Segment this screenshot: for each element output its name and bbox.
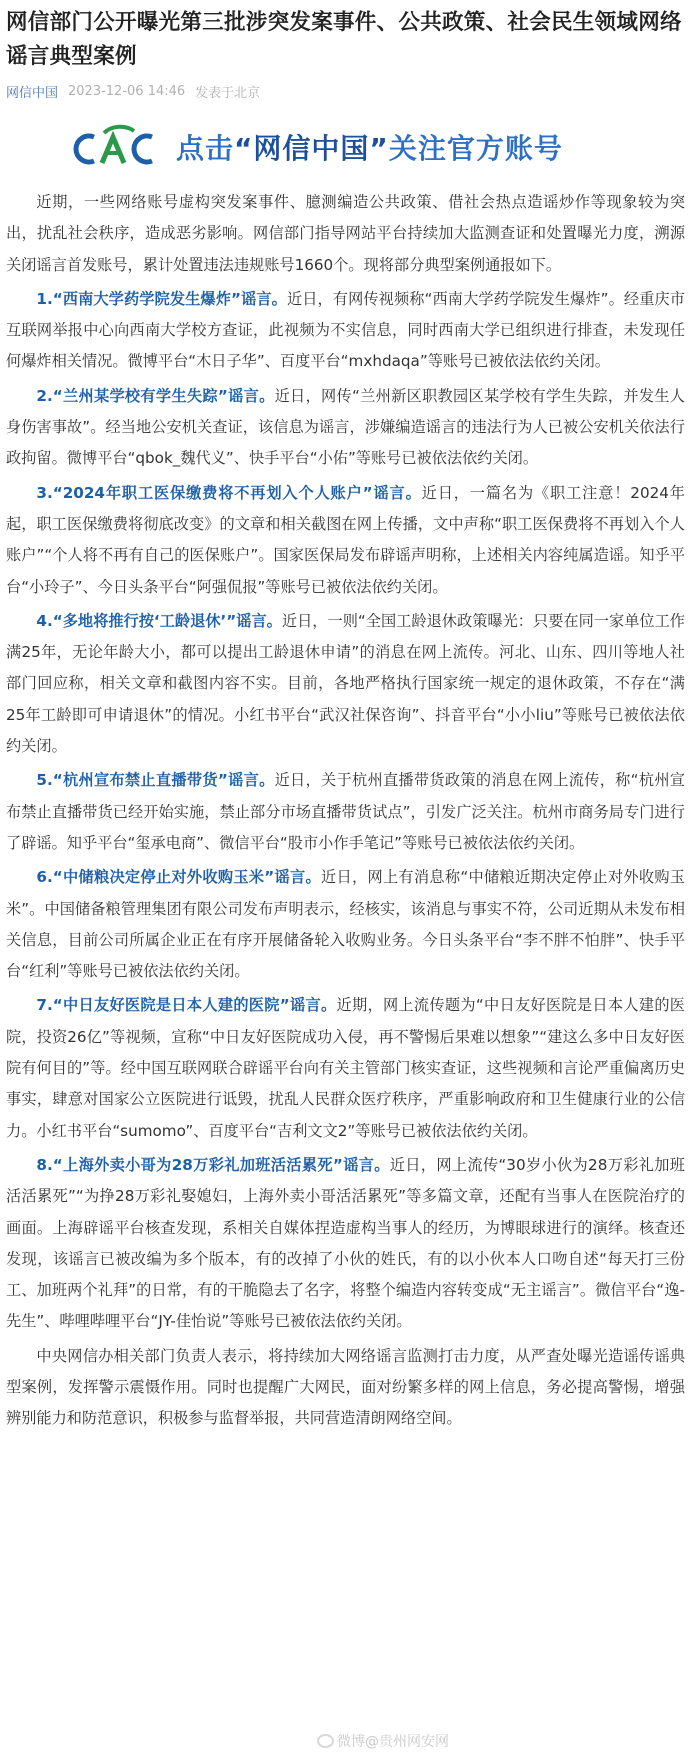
- paragraph-text: 近日，网上有消息称“中储粮近期决定停止对外收购玉米”。中国储备粮管理集团有限公司发布声明表示，经核实，该消息与事实不符，公司近期从未发布相关信息，目前公司所属企业正在有序开展储备轮入收购业务。今日头条平台“李不胖不怕胖”、快手平台“红利”等账号已被依法依约关闭。: [6, 868, 685, 981]
- watermark-text: 微博@贵州网安网: [337, 1734, 449, 1750]
- banner-text-after: 关注官方账号: [388, 132, 563, 165]
- banner-text-highlight: “网信中国”: [234, 132, 389, 165]
- article-title: 网信部门公开曝光第三批涉突发案事件、公共政策、社会民生领域网络谣言典型案例: [6, 10, 682, 69]
- paragraph-text: 近日，有网传视频称“西南大学药学院发生爆炸”。经重庆市互联网举报中心向西南大学校方查证，此视频为不实信息，同时西南大学已组织进行排查，未发现任何爆炸相关情况。微博平台“木日子华”、百度平台“mxhdaqa”等账号已被依法依约关闭。: [6, 289, 685, 371]
- case-heading: 3.“2024年职工医保缴费将不再划入个人账户”谣言。: [36, 483, 422, 502]
- article-location: 发表于北京: [195, 86, 261, 101]
- paragraph-text: 近日，一篇名为《职工注意！2024年起，职工医保缴费将彻底改变》的文章和相关截图在网上传播，文中声称“职工医保费将不再划入个人账户”“个人将不再有自己的医保账户”。国家医保局发布辟谣声明称，上述相关内容纯属造谣。知乎平台“小玲子”、今日头条平台“阿强侃报”等账号已被依法依约关闭。: [6, 483, 685, 596]
- article-paragraph: [6, 1341, 685, 1435]
- cac-logo: [72, 123, 156, 171]
- case-heading: 6.“中储粮决定停止对外收购玉米”谣言。: [36, 868, 322, 887]
- article-paragraph: [6, 765, 685, 859]
- paragraph-text: 近期，一些网络账号虚构突发案事件、臆测编造公共政策、借社会热点造谣炒作等现象较为突出，扰乱社会秩序，造成恶劣影响。网信部门指导网站平台持续加大监测查证和处置曝光力度，溯源关闭谣言首发账号，累计处置违法违规账号1660个。现将部分典型案例通报如下。: [6, 193, 685, 274]
- article-meta: [6, 82, 685, 101]
- banner-text: [176, 127, 563, 167]
- article-paragraph: [6, 187, 685, 281]
- case-heading: 2.“兰州某学校有学生失踪”谣言。: [36, 386, 275, 405]
- case-heading: 8.“上海外卖小哥为28万彩礼加班活活累死”谣言。: [36, 1155, 390, 1174]
- article-paragraph: [6, 478, 685, 603]
- article-body: [6, 187, 685, 1435]
- paragraph-text: 近日，一则“全国工龄退休政策曝光：只要在同一家单位工作满25年，无论年龄大小，都可以提出工龄退休申请”的消息在网上流传。河北、山东、四川等地人社部门回应称，相关文章和截图内容不实。目前，各地严格执行国家统一规定的退休政策，不存在“满25年工龄即可申请退休”的情况。小红书平台“武汉社保咨询”、抖音平台“小小liu”等账号已被依法依约关闭。: [6, 611, 685, 756]
- weibo-icon: [317, 1734, 334, 1748]
- paragraph-text: 近日，关于杭州直播带货政策的消息在网上流传，称“杭州宣布禁止直播带货已经开始实施，禁止部分市场直播带货试点”，引发广泛关注。杭州市商务局专门进行了辟谣。知乎平台“玺承电商”、微信平台“股市小作手笔记”等账号已被依法依约关闭。: [6, 771, 685, 852]
- paragraph-text: 近日，网上流传“30岁小伙为28万彩礼加班活活累死”“为挣28万彩礼娶媳妇，上海外卖小哥活活累死”等多篇文章，还配有当事人在医院治疗的画面。上海辟谣平台核查发现，系相关自媒体捏造虚构当事人的经历，为博眼球进行的演绎。核查还发现，该谣言已被改编为多个版本，有的改掉了小伙的姓氏，有的以小伙本人口吻自述“每天打三份工、加班两个礼拜”的日常，有的干脆隐去了名字，将整个编造内容转变成“无主谣言”。微信平台“逸-先生”、哔哩哔哩平台“JY-佳怡说”等账号已被依法依约关闭。: [6, 1155, 685, 1331]
- case-heading: 5.“杭州宣布禁止直播带货”谣言。: [36, 771, 275, 790]
- case-heading: 7.“中日友好医院是日本人建的医院”谣言。: [36, 996, 337, 1015]
- article-paragraph: [6, 990, 685, 1146]
- paragraph-text: 中央网信办相关部门负责人表示，将持续加大网络谣言监测打击力度，从严查处曝光造谣传谣典型案例，发挥警示震慑作用。同时也提醒广大网民，面对纷繁多样的网上信息，务必提高警惕，增强辨别能力和防范意识，积极参与监督举报，共同营造清朗网络空间。: [6, 1346, 685, 1428]
- article-paragraph: [6, 1150, 685, 1338]
- cac-logo-icon: [72, 123, 156, 171]
- follow-banner[interactable]: [72, 117, 685, 177]
- article-paragraph: [6, 381, 685, 475]
- case-heading: 1.“西南大学药学院发生爆炸”谣言。: [36, 289, 287, 308]
- watermark: [317, 1731, 449, 1751]
- article-paragraph: [6, 862, 685, 987]
- article-source-link[interactable]: 网信中国: [6, 86, 59, 101]
- case-heading: 4.“多地将推行按‘工龄退休’”谣言。: [36, 611, 282, 630]
- article-paragraph: [6, 606, 685, 762]
- paragraph-text: 近期，网上流传题为“中日友好医院是日本人建的医院，投资26亿”等视频，宣称“中日友好医院成功入侵，再不警惕后果难以想象”“建这么多中日友好医院有何目的”等。经中国互联网联合辟谣平台向有关主管部门核实查证，这些视频和言论严重偏离历史事实，肆意对国家公立医院进行诋毁，扰乱人民群众医疗秩序，严重影响政府和卫生健康行业的公信力。小红书平台“sumomo”、百度平台“吉利文文2”等账号已被依法依约关闭。: [6, 996, 685, 1140]
- article-paragraph: [6, 284, 685, 378]
- paragraph-text: 近日，网传“兰州新区职教园区某学校有学生失踪，并发生人身伤害事故”。经当地公安机关查证，该信息为谣言，涉嫌编造谣言的违法行为人已被公安机关依法行政拘留。微博平台“qbok_魏代义”、快手平台“小佑”等账号已被依法依约关闭。: [6, 386, 685, 468]
- banner-text-before: 点击: [176, 132, 235, 165]
- article-datetime: 2023-12-06 14:46: [68, 84, 186, 99]
